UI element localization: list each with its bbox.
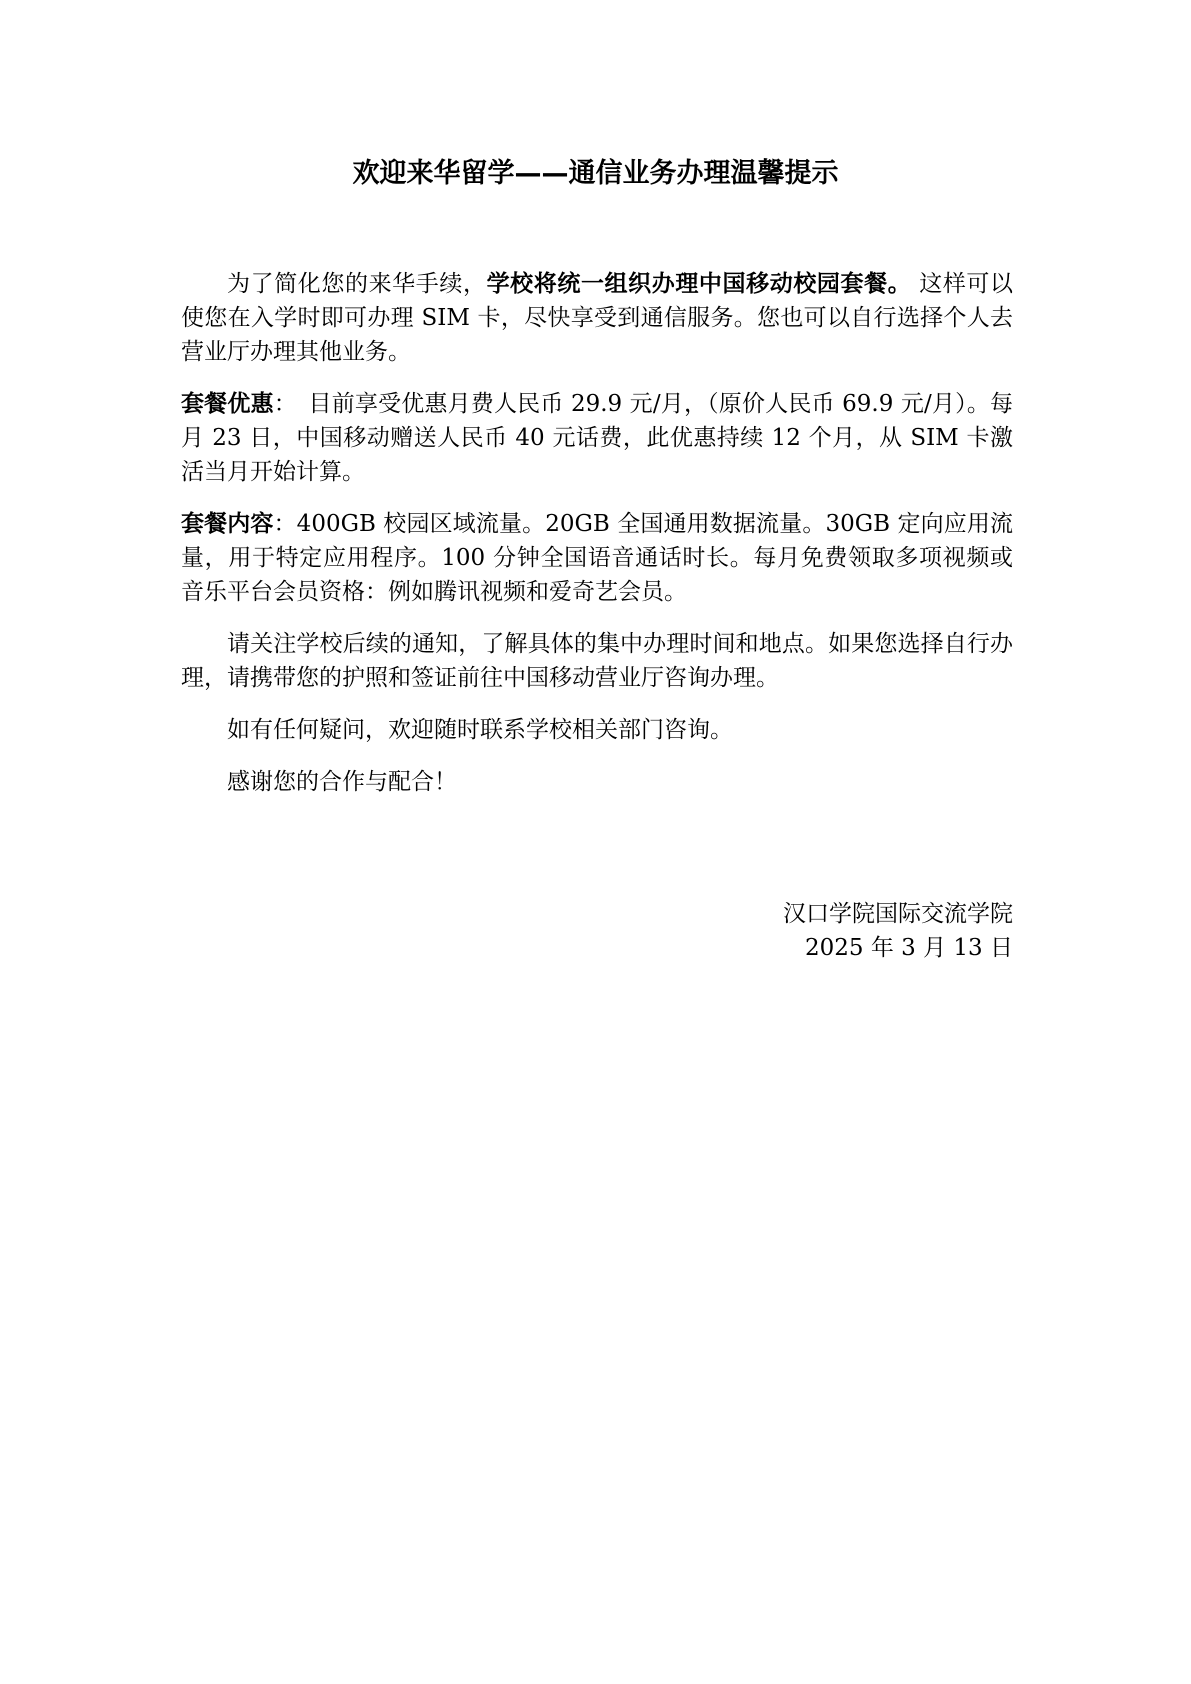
paragraph-contact: 如有任何疑问，欢迎随时联系学校相关部门咨询。 <box>227 717 733 743</box>
intro-text-post: 这样可以使您在入学时即可办理 SIM 卡，尽快享受到通信服务。您也可以自行选择个人去营业厅办理其他业务。 <box>181 271 1014 365</box>
signature-date: 2025 年 3 月 13 日 <box>805 935 1013 961</box>
package-offer-label: 套餐优惠 <box>181 391 274 417</box>
package-content-text: ：400GB 校园区域流量。20GB 全国通用数据流量。30GB 定向应用流量，用于特定应用程序。100 分钟全国语音通话时长。每月免费领取多项视频或音乐平台会员资格：例如腾讯视频和爱奇艺会员。 <box>181 511 1013 605</box>
paragraph-package-offer <box>181 387 1013 489</box>
signature-org: 汉口学院国际交流学院 <box>783 901 1013 927</box>
paragraph-thanks: 感谢您的合作与配合！ <box>227 769 457 795</box>
intro-text-bold: 学校将统一组织办理中国移动校园套餐。 <box>486 271 912 297</box>
document-title: 欢迎来华留学——通信业务办理温馨提示 <box>352 158 839 189</box>
paragraph-notice: 请关注学校后续的通知，了解具体的集中办理时间和地点。如果您选择自行办理，请携带您的护照和签证前往中国移动营业厅咨询办理。 <box>181 631 1013 691</box>
package-offer-text: ： 目前享受优惠月费人民币 29.9 元/月，（原价人民币 69.9 元/月）。每月 23 日，中国移动赠送人民币 40 元话费，此优惠持续 12 个月，从 SIM 卡激活当月开始计算。 <box>181 391 1013 485</box>
intro-text-pre: 为了简化您的来华手续， <box>227 271 487 297</box>
package-content-label: 套餐内容 <box>181 511 274 537</box>
signature-block <box>783 897 1013 965</box>
document-body <box>181 267 1013 817</box>
paragraph-package-content <box>181 507 1013 609</box>
paragraph-intro <box>181 267 1013 369</box>
